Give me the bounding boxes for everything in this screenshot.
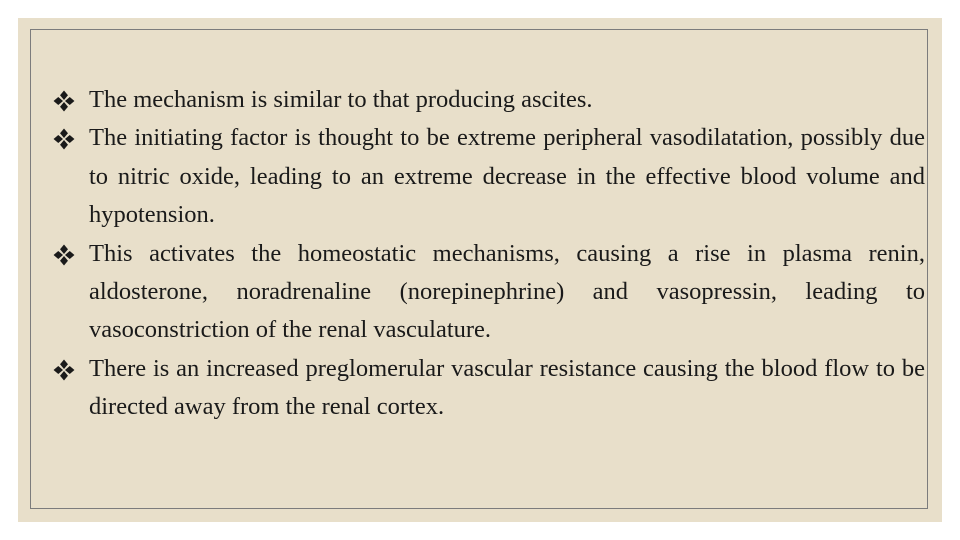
bullet-item	[53, 81, 925, 119]
slide	[18, 18, 942, 522]
bullet-text: This activates the homeostatic mechanisms, causing a rise in plasma renin, aldosterone, noradrenaline (norepinephrine) and vasopressin, leading to vasoconstriction of the renal vasculature.	[89, 239, 925, 344]
bullet-item	[53, 235, 925, 350]
bullet-list	[53, 81, 925, 427]
bullet-text: There is an increased preglomerular vascular resistance causing the blood flow to be directed away from the renal cortex.	[89, 354, 925, 421]
bullet-text: The mechanism is similar to that producing ascites.	[89, 86, 593, 113]
diamond-clover-bullet-icon	[53, 244, 75, 266]
bullet-text: The initiating factor is thought to be extreme peripheral vasodilatation, possibly due to nitric oxide, leading to an extreme decrease in the effective blood volume and hypotension.	[89, 124, 925, 229]
diamond-clover-bullet-icon	[53, 128, 75, 150]
bullet-item	[53, 350, 925, 427]
diamond-clover-bullet-icon	[53, 90, 75, 112]
diamond-clover-bullet-icon	[53, 359, 75, 381]
bullet-item	[53, 119, 925, 234]
